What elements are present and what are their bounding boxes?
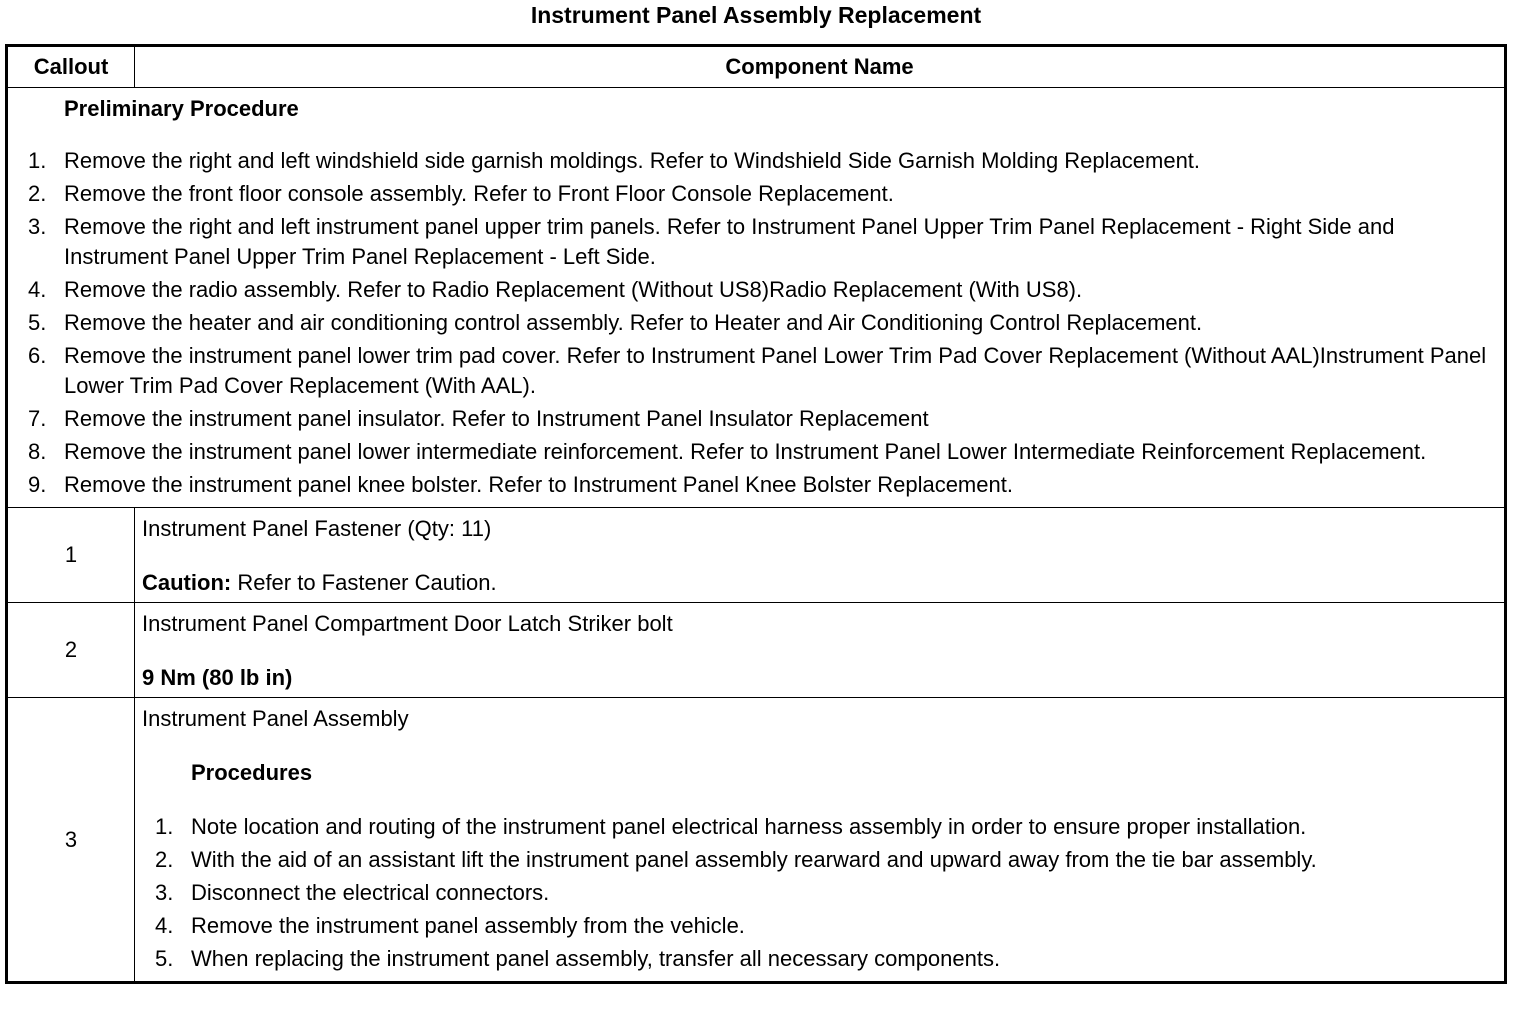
component-cell [135, 603, 1506, 698]
preliminary-step: 1. Remove the right and left windshield side garnish moldings. Refer to Windshield Side Garnish Molding Replacement. [28, 148, 1201, 173]
procedure-step: 3. Disconnect the electrical connectors. [155, 880, 550, 905]
callout-number: 2 [7, 603, 135, 698]
table-row [7, 698, 1506, 983]
preliminary-heading: Preliminary Procedure [64, 96, 299, 121]
table-row [7, 508, 1506, 603]
caution-note [142, 568, 1498, 598]
preliminary-step: 9. Remove the instrument panel knee bolster. Refer to Instrument Panel Knee Bolster Replacement. [28, 472, 1013, 497]
preliminary-steps-list [8, 146, 1504, 500]
procedures-heading: Procedures [191, 760, 313, 785]
preliminary-step: 4. Remove the radio assembly. Refer to Radio Replacement (Without US8)Radio Replacement (With US8). [28, 277, 1083, 302]
preliminary-row [7, 88, 1506, 508]
preliminary-step: 8. Remove the instrument panel lower intermediate reinforcement. Refer to Instrument Panel Lower Intermediate Reinforcement Replacement. [28, 439, 1427, 464]
preliminary-step: 2. Remove the front floor console assembly. Refer to Front Floor Console Replacement. [28, 181, 894, 206]
procedure-steps-list [142, 812, 1498, 974]
callout-number: 1 [7, 508, 135, 603]
preliminary-step: 5. Remove the heater and air conditioning control assembly. Refer to Heater and Air Conditioning Control Replacement. [28, 310, 1203, 335]
caution-label: Caution: [142, 570, 232, 595]
component-name-header: Component Name [135, 46, 1506, 88]
component-name: Instrument Panel Compartment Door Latch Striker bolt [142, 611, 673, 636]
procedure-step: 4. Remove the instrument panel assembly from the vehicle. [155, 913, 745, 938]
component-name: Instrument Panel Fastener (Qty: 11) [142, 516, 492, 541]
document-title: Instrument Panel Assembly Replacement [530, 2, 982, 28]
torque-spec: 9 Nm (80 lb in) [142, 665, 293, 690]
component-cell [135, 508, 1506, 603]
component-cell [135, 698, 1506, 983]
component-name: Instrument Panel Assembly [142, 706, 409, 731]
table-header-row [7, 46, 1506, 88]
preliminary-step: 3. Remove the right and left instrument panel upper trim panels. Refer to Instrument Panel Upper Trim Panel Replacement - Right Side and Instrument Panel Upper Trim Panel Replacement - Left Side. [28, 214, 1395, 269]
callout-number: 3 [7, 698, 135, 983]
preliminary-step: 7. Remove the instrument panel insulator. Refer to Instrument Panel Insulator Replacement [28, 406, 929, 431]
table-row [7, 603, 1506, 698]
caution-text: Refer to Fastener Caution. [231, 570, 497, 595]
procedure-step: 1. Note location and routing of the instrument panel electrical harness assembly in order to ensure proper installation. [155, 814, 1307, 839]
callout-header: Callout [7, 46, 135, 88]
component-table [5, 44, 1507, 984]
preliminary-procedure-cell [7, 88, 1506, 508]
procedure-step: 5. When replacing the instrument panel assembly, transfer all necessary components. [155, 946, 1001, 971]
procedure-step: 2. With the aid of an assistant lift the instrument panel assembly rearward and upward away from the tie bar assembly. [155, 847, 1317, 872]
preliminary-step: 6. Remove the instrument panel lower trim pad cover. Refer to Instrument Panel Lower Trim Pad Cover Replacement (Without AAL)Instrument Panel Lower Trim Pad Cover Replacement (With AAL). [28, 343, 1487, 398]
